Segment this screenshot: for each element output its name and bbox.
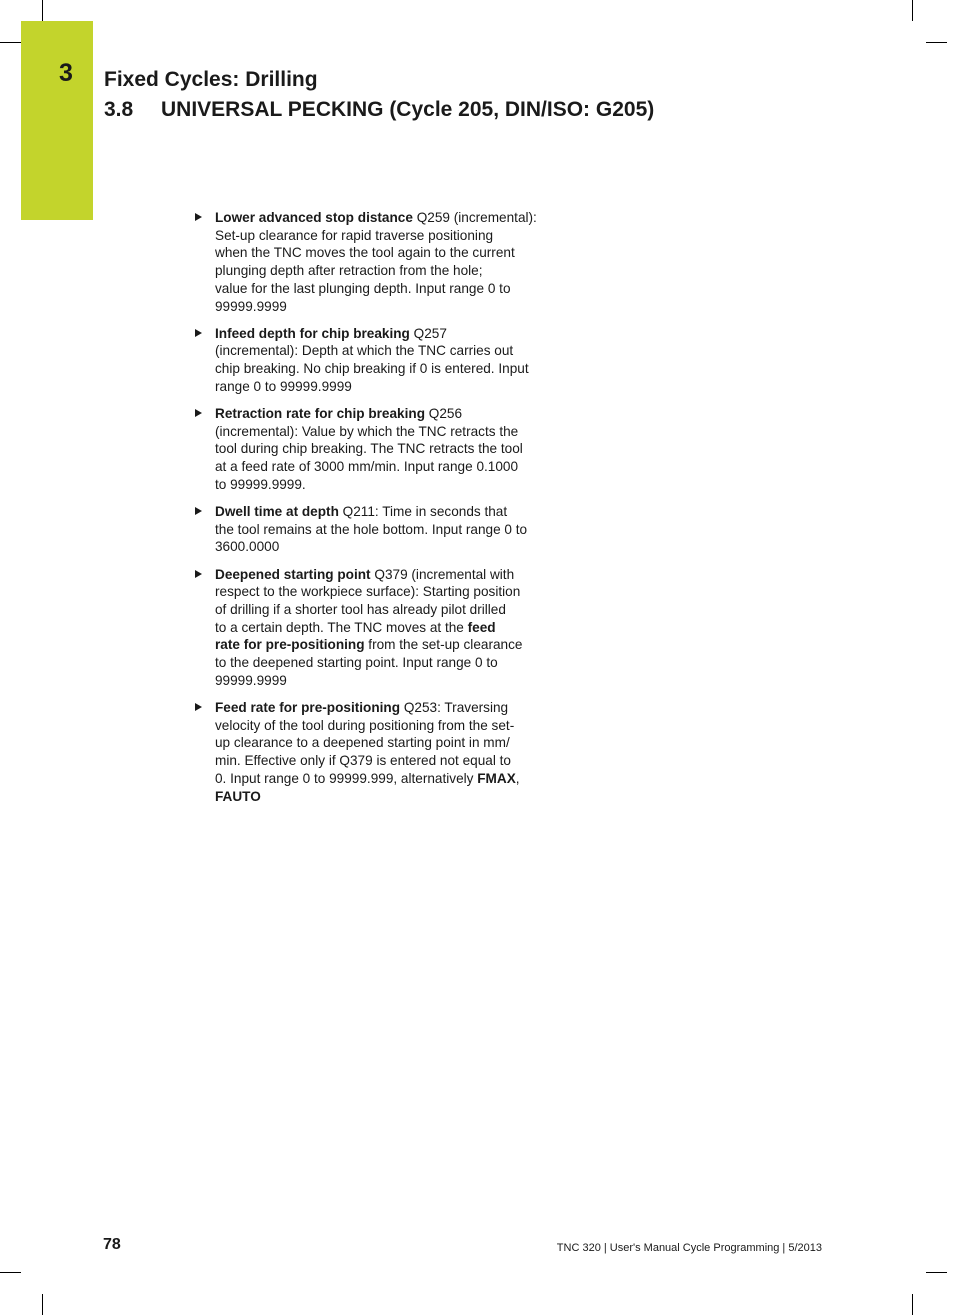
description-text: ,	[515, 770, 520, 786]
parameter-list	[195, 209, 563, 815]
parameter-item	[195, 405, 563, 494]
description-text: plunging depth after retraction from the hole;	[215, 263, 483, 279]
description-text: up clearance to a deepened starting point in mm/	[215, 735, 510, 751]
text-line	[215, 476, 563, 494]
text-line	[215, 209, 563, 227]
parameter-name: Deepened starting point	[215, 566, 371, 582]
footer-text: TNC 320 | User's Manual Cycle Programming | 5/2013	[556, 1242, 822, 1254]
parameter-name: FMAX	[477, 770, 516, 786]
description-text: the tool remains at the hole bottom. Input range 0 to	[215, 521, 528, 537]
parameter-name: FAUTO	[215, 788, 261, 804]
description-text: Q257	[409, 325, 447, 341]
chapter-title: Fixed Cycles: Drilling	[104, 68, 318, 91]
description-text: (incremental): Depth at which the TNC carries out	[215, 343, 514, 359]
text-line	[215, 227, 563, 245]
triangle-bullet-icon	[195, 213, 202, 221]
text-line	[215, 566, 563, 584]
description-text: from the set-up clearance	[364, 637, 523, 653]
text-line	[215, 280, 563, 298]
description-text: to the deepened starting point. Input range 0 to	[215, 655, 498, 671]
text-line	[215, 717, 563, 735]
parameter-name: Infeed depth for chip breaking	[215, 325, 410, 341]
parameter-name: Dwell time at depth	[215, 504, 339, 520]
triangle-bullet-icon	[195, 329, 202, 337]
crop-mark	[42, 0, 43, 21]
section-title: UNIVERSAL PECKING (Cycle 205, DIN/ISO: G205)	[161, 98, 655, 121]
text-line	[215, 672, 563, 690]
description-text: tool during chip breaking. The TNC retracts the tool	[215, 441, 523, 457]
description-text: to 99999.9999.	[215, 476, 306, 492]
description-text: Q256	[425, 406, 463, 422]
text-line	[215, 770, 563, 788]
triangle-bullet-icon	[195, 570, 202, 578]
text-line	[215, 619, 563, 637]
crop-mark	[0, 42, 21, 43]
text-line	[215, 244, 563, 262]
text-line	[215, 538, 563, 556]
description-text: velocity of the tool during positioning from the set-	[215, 717, 515, 733]
text-line	[215, 636, 563, 654]
text-line	[215, 654, 563, 672]
parameter-name: Feed rate for pre-positioning	[215, 700, 401, 716]
triangle-bullet-icon	[195, 703, 202, 711]
description-text: 0. Input range 0 to 99999.999, alternatively	[215, 770, 478, 786]
section-number: 3.8	[104, 98, 134, 121]
text-line	[215, 458, 563, 476]
description-text: Q379 (incremental with	[370, 566, 515, 582]
section-heading	[104, 98, 654, 122]
text-line	[215, 298, 563, 316]
description-text: when the TNC moves the tool again to the current	[215, 245, 515, 261]
parameter-item	[195, 566, 563, 690]
text-line	[215, 752, 563, 770]
text-line	[215, 503, 563, 521]
chapter-tab	[21, 21, 93, 220]
text-line	[215, 699, 563, 717]
text-line	[215, 360, 563, 378]
description-text: Q259 (incremental):	[412, 210, 537, 225]
parameter-name: feed	[467, 619, 496, 635]
description-text: Set-up clearance for rapid traverse positioning	[215, 227, 494, 243]
parameter-item	[195, 699, 563, 805]
page-number: 78	[103, 1236, 121, 1253]
triangle-bullet-icon	[195, 507, 202, 515]
text-line	[215, 405, 563, 423]
description-text: (incremental): Value by which the TNC retracts the	[215, 423, 519, 439]
chapter-number: 3	[59, 59, 73, 87]
parameter-item	[195, 503, 563, 556]
parameter-item	[195, 325, 563, 396]
text-line	[215, 325, 563, 343]
parameter-name: Lower advanced stop distance	[215, 210, 413, 225]
description-text: respect to the workpiece surface): Starting position	[215, 584, 521, 600]
description-text: Q211: Time in seconds that	[338, 504, 508, 520]
text-line	[215, 262, 563, 280]
text-line	[215, 583, 563, 601]
description-text: 3600.0000	[215, 539, 280, 555]
description-text: 99999.9999	[215, 298, 287, 314]
text-line	[215, 378, 563, 396]
text-line	[215, 734, 563, 752]
crop-mark	[912, 1294, 913, 1315]
crop-mark	[912, 0, 913, 21]
crop-mark	[42, 1294, 43, 1315]
text-line	[215, 788, 563, 806]
crop-mark	[926, 42, 947, 43]
description-text: 99999.9999	[215, 672, 287, 688]
triangle-bullet-icon	[195, 409, 202, 417]
text-line	[215, 423, 563, 441]
text-line	[215, 601, 563, 619]
description-text: chip breaking. No chip breaking if 0 is entered. Input	[215, 361, 529, 377]
parameter-name: rate for pre-positioning	[215, 637, 365, 653]
description-text: at a feed rate of 3000 mm/min. Input range 0.1000	[215, 459, 519, 475]
description-text: min. Effective only if Q379 is entered not equal to	[215, 753, 511, 769]
parameter-item	[195, 209, 563, 315]
text-line	[215, 440, 563, 458]
description-text: Q253: Traversing	[400, 700, 509, 716]
text-line	[215, 342, 563, 360]
text-line	[215, 521, 563, 539]
crop-mark	[0, 1272, 21, 1273]
description-text: value for the last plunging depth. Input range 0 to	[215, 280, 511, 296]
parameter-name: Retraction rate for chip breaking	[215, 406, 425, 422]
crop-mark	[926, 1272, 947, 1273]
description-text: of drilling if a shorter tool has already pilot drilled	[215, 602, 506, 618]
description-text: range 0 to 99999.9999	[215, 378, 352, 394]
description-text: to a certain depth. The TNC moves at the	[215, 619, 468, 635]
